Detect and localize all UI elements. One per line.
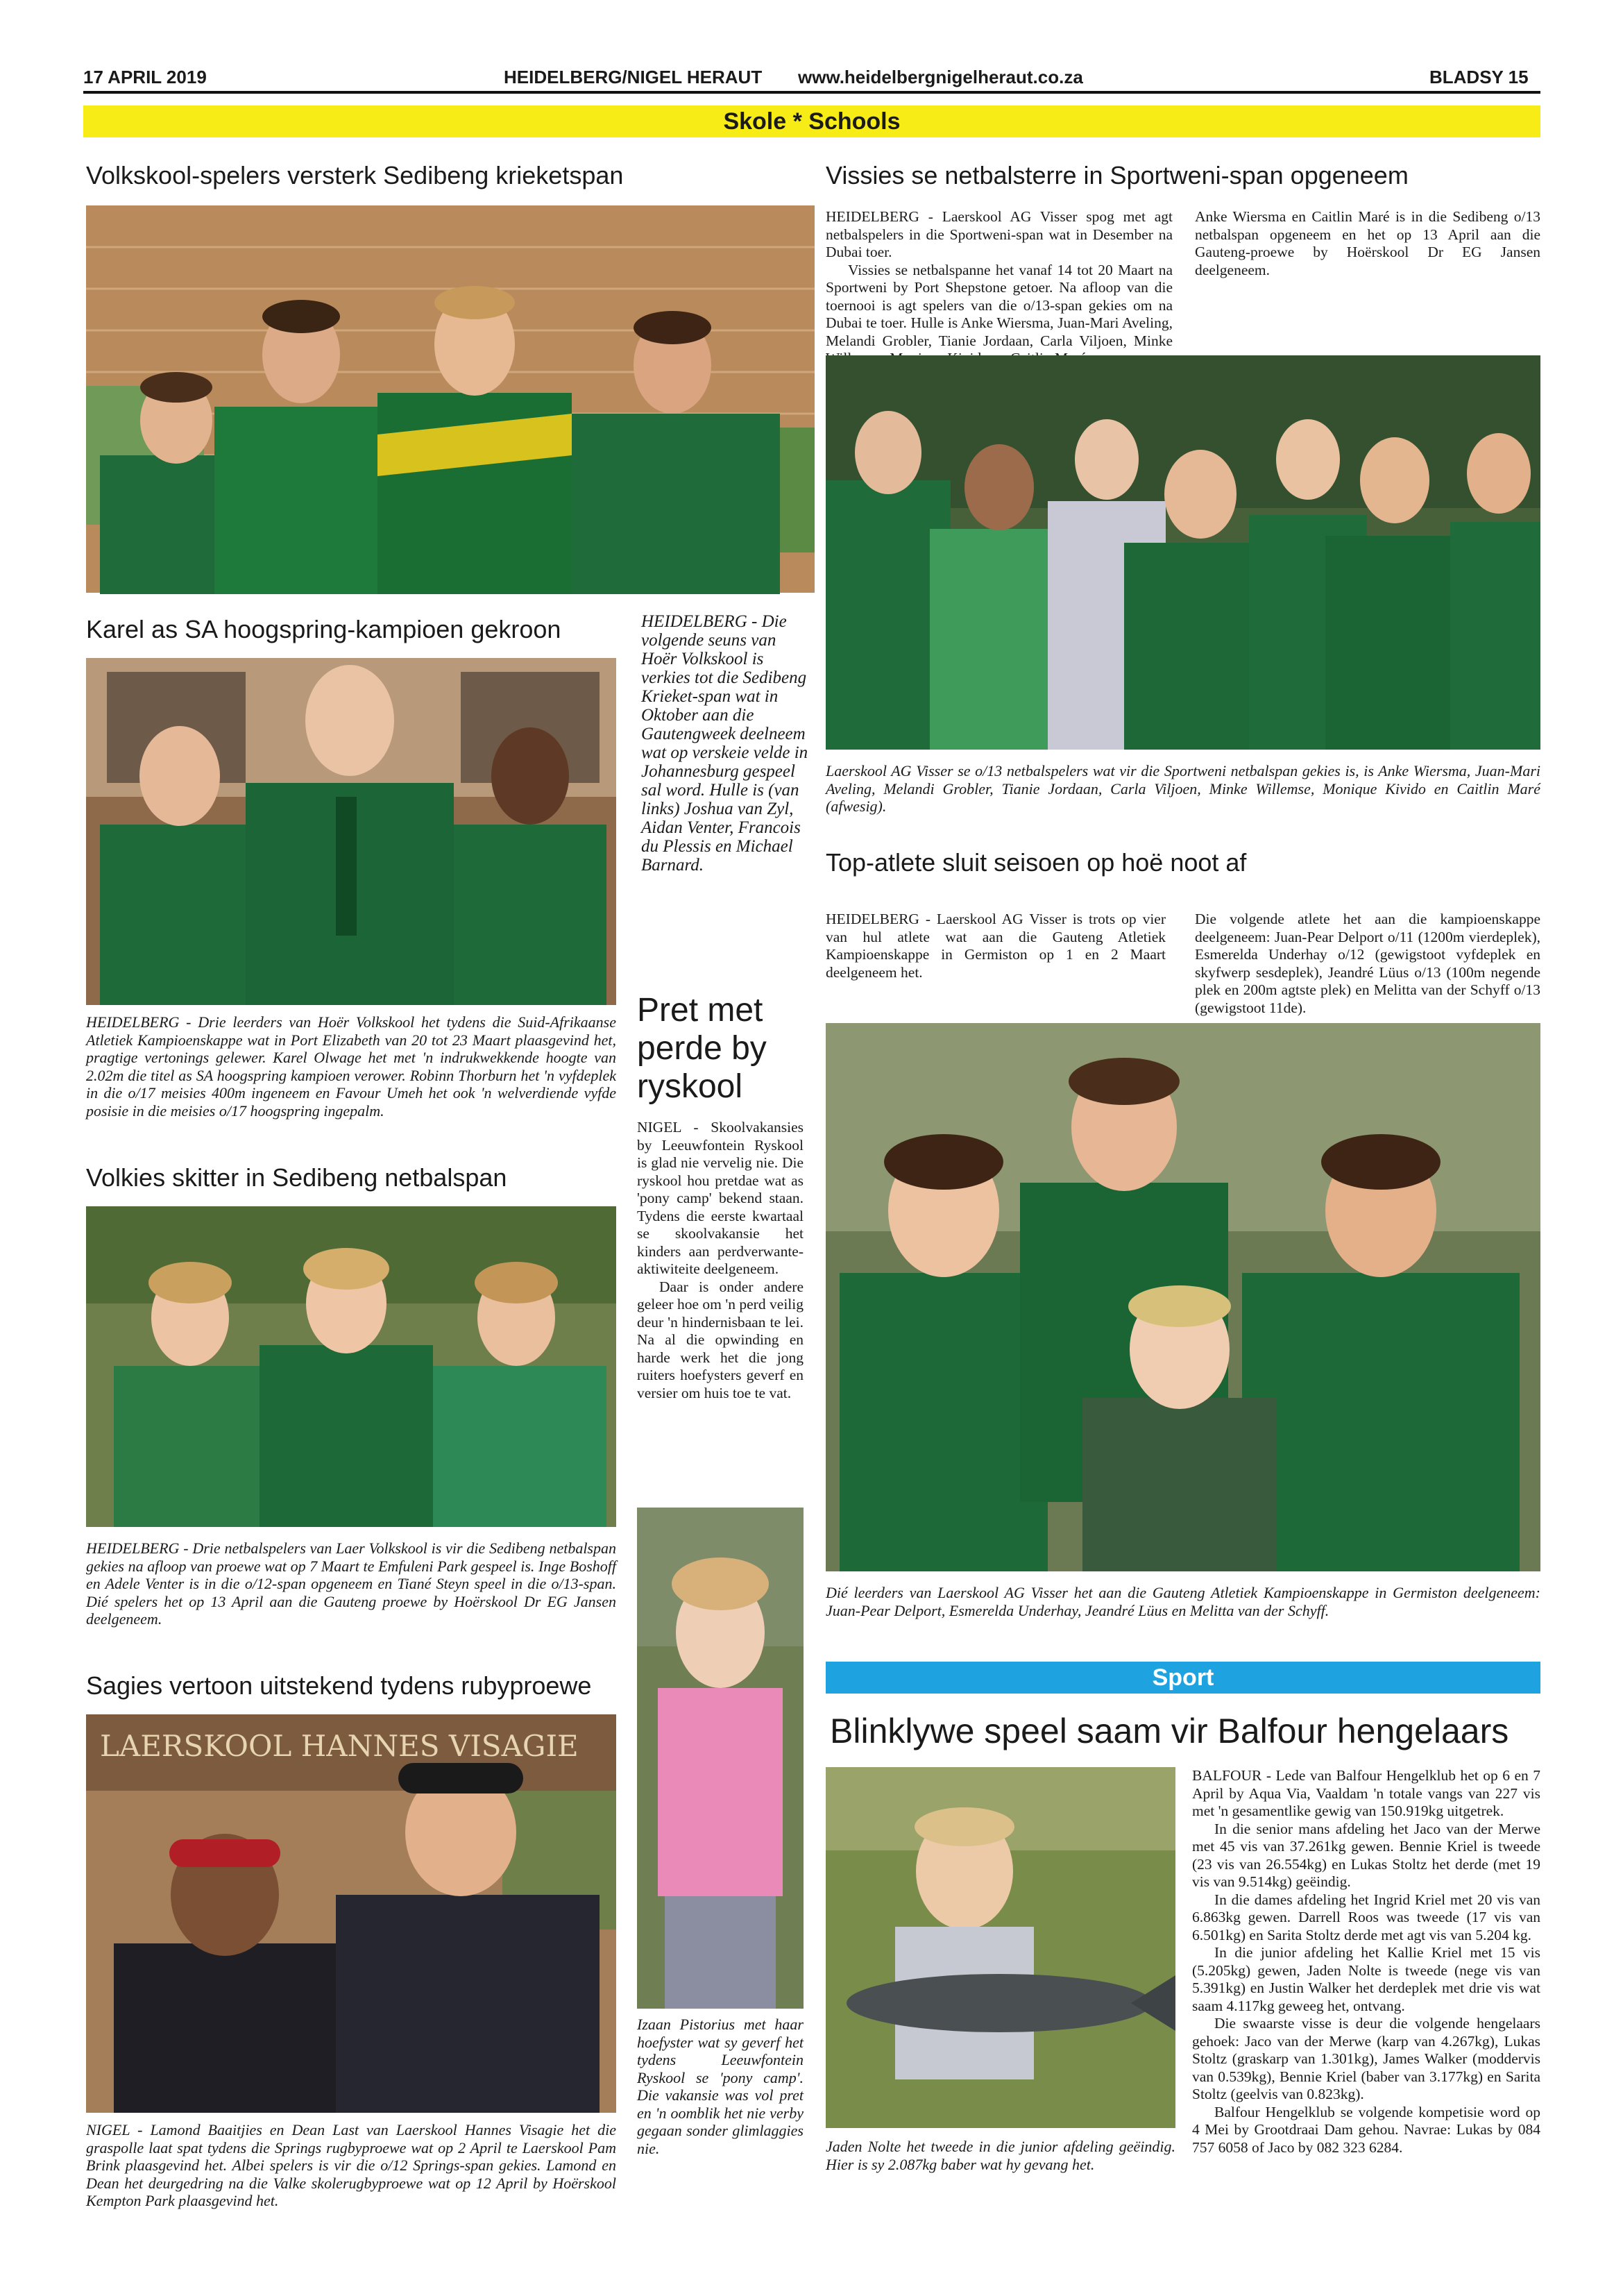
horses-para-1: NIGEL - Skoolvakansies by Leeuwfontein Ryskool is glad nie vervelig nie. Die ryskool hou pretdae wat as 'pony camp' bekend staan. Tydens die eerste kwartaal se skoolvakansie het kinders aan perdverwante-aktiwiteite deelgeneem.	[637, 1119, 804, 1277]
fishing-caption: Jaden Nolte het tweede in die junior afdeling geëindig. Hier is sy 2.087kg baber wat hy gevang het.	[826, 2138, 1175, 2173]
horses-para-2: Daar is onder andere geleer hoe om 'n perd veilig deur 'n hindernisbaan te lei. Na al die opwinding en harde werk het die jong ruiters hoefysters geverf en versier om huis toe te vat.	[637, 1278, 804, 1401]
cricket-caption: HEIDELBERG - Die volgende seuns van Hoër Volkskool is verkies tot die Sedibeng Krieket-span wat in Oktober aan die Gautengweek deelneem wat op verskeie velde in Johannesburg gespeel sal word. Hulle is (van links) Joshua van Zyl, Aidan Venter, Francois du Plessis en Michael Barnard.	[641, 612, 808, 875]
paper-website: www.heidelbergnigelheraut.co.za	[798, 67, 1083, 87]
sport-section-bar: Sport	[826, 1662, 1540, 1694]
fishing-body	[1192, 1767, 1540, 2156]
paper-name: HEIDELBERG/NIGEL HERAUT	[504, 67, 763, 87]
fishing-headline: Blinklywe speel saam vir Balfour hengelaars	[830, 1712, 1509, 1750]
highjump-headline: Karel as SA hoogspring-kampioen gekroon	[86, 615, 561, 643]
fishing-para-6: Balfour Hengelklub se volgende kompetisie word op 4 Mei by Grootdraai Dam gehou. Navrae: Lukas by 084 757 6058 of Jaco by 082 323 6284.	[1192, 2103, 1540, 2156]
cricket-headline: Volkskool-spelers versterk Sedibeng krieketspan	[86, 161, 624, 189]
sportweni-body-col2	[1195, 208, 1540, 279]
sportweni-para-3: Anke Wiersma en Caitlin Maré is in die Sedibeng o/13 netbalspan opgeneem en het op 13 April aan die Gauteng-proewe by Hoërskool Dr EG Jansen deelgeneem.	[1195, 208, 1540, 278]
athletes-caption: Dié leerders van Laerskool AG Visser het aan die Gauteng Atletiek Kampioenskappe in Germiston deelgeneem: Juan-Pear Delport, Esmerelda Underhay, Jeandré Lüus en Melitta van der Schyff.	[826, 1584, 1540, 1619]
sportweni-para-1: HEIDELBERG - Laerskool AG Visser spog met agt netbalspelers in die Sportweni-span wat in Desember na Dubai toer.	[826, 208, 1173, 260]
horses-body	[637, 1119, 804, 1402]
cricket-team-photo	[86, 205, 815, 593]
sportweni-caption: Laerskool AG Visser se o/13 netbalspelers wat vir die Sportweni netbalspan gekies is, is Anke Wiersma, Juan-Mari Aveling, Melandi Grobler, Tianie Jordaan, Carla Viljoen, Minke Willemse, Monique Kivido en Caitlin Maré (afwesig).	[826, 762, 1540, 815]
athletes-body-col2	[1195, 911, 1540, 1017]
fishing-para-5: Die swaarste visse is deur die volgende hengelaars gehoek: Jaco van der Merwe (karp van 4.267kg), Lukas Stoltz (graskarp van 1.301kg), James Walker (moddervis van 0.539kg), Bennie Kriel (baber van 3.177kg) en Sarita Stoltz (geelvis van 0.823kg).	[1192, 2015, 1540, 2102]
highjump-photo	[86, 658, 616, 1005]
fishing-para-3: In die dames afdeling het Ingrid Kriel met 20 vis van 6.863kg gewen. Darrell Roos was tweede (17 vis van 6.501kg) en Sarita Stoltz derde met agt vis van 5.204 kg.	[1192, 1891, 1540, 1943]
athletes-para-2: Die volgende atlete het aan die kampioenskappe deelgeneem: Juan-Pear Delport o/11 (1200m vierdeplek), Esmerelda Underhay o/12 (gewigstoot vyfdeplek en skyfwerp sesdeplek), Jeandré Lüus o/13 (100m negende plek en 200m agtste plek) en Melitta van der Schyff o/13 (gewigstoot 11de).	[1195, 911, 1540, 1016]
page-number: BLADSY 15	[1429, 67, 1529, 87]
rugby-headline: Sagies vertoon uitstekend tydens rubyproewe	[86, 1671, 592, 1700]
volkies-netball-photo	[86, 1206, 616, 1527]
athletes-body-col1	[826, 911, 1166, 981]
fishing-para-2: In die senior mans afdeling het Jaco van der Merwe met 45 vis van 37.261kg gewen. Bennie Kriel is tweede (23 vis van 26.554kg) en Lukas Stoltz het derde (met 19 vis van 9.514kg) geëindig.	[1192, 1820, 1540, 1890]
athletes-para-1: HEIDELBERG - Laerskool AG Visser is trots op vier van hul atlete wat aan die Gauteng Atletiek Kampioenskappe in Germiston op 1 en 2 Maart deelgeneem het.	[826, 911, 1166, 981]
athletes-photo	[826, 1023, 1540, 1571]
horses-photo	[637, 1508, 804, 2009]
sportweni-body-col1	[826, 208, 1173, 350]
rugby-photo	[86, 1714, 616, 2113]
masthead-rule	[83, 91, 1540, 94]
horses-headline: Pret met perde by ryskool	[637, 992, 767, 1106]
sportweni-para-2: Vissies se netbalspanne het vanaf 14 tot 20 Maart na Sportweni by Port Shepstone getoer. Na afloop van die toernooi is agt spelers van die o/13-span gekies om na Dubai te toer. Hulle is Anke Wiersma, Juan-Mari Aveling, Melandi Grobler, Tianie Jordaan, Carla Viljoen, Minke	[826, 261, 1173, 349]
sportweni-netball-photo	[826, 355, 1540, 750]
horses-caption: Izaan Pistorius met haar hoefyster wat sy geverf het tydens Leeuwfontein Ryskool se 'pony camp'. Die vakansie was vol pret en 'n oomblik het nie verby gegaan sonder glimlaggies nie.	[637, 2016, 804, 2157]
volkies-headline: Volkies skitter in Sedibeng netbalspan	[86, 1163, 507, 1192]
issue-date: 17 APRIL 2019	[83, 67, 207, 87]
fishing-para-1: BALFOUR - Lede van Balfour Hengelklub het op 6 en 7 April by Aqua Via, Vaaldam 'n totale vangs van 227 vis met 'n gesamentlike gewig van 150.919kg uitgetrek.	[1192, 1767, 1540, 1819]
rugby-photo-sign: LAERSKOOL HANNES VISAGIE	[100, 1729, 579, 1763]
athletes-headline: Top-atlete sluit seisoen op hoë noot af	[826, 848, 1247, 877]
fishing-para-4: In die junior afdeling het Kallie Kriel met 15 vis (5.205kg) gewen, Jaden Nolte is tweede (nege vis van 5.391kg) en Justin Walker het derdeplek met drie vis wat saam 4.117kg geweeg het, ontvang.	[1192, 1944, 1540, 2014]
section-band: Skole * Schools	[83, 105, 1540, 137]
sportweni-headline: Vissies se netbalsterre in Sportweni-span opgeneem	[826, 161, 1409, 189]
rugby-caption: NIGEL - Lamond Baaitjies en Dean Last van Laerskool Hannes Visagie het die graspolle laat spat tydens die Springs rugbyproewe wat op 2 April te Laerskool Pam Brink plaasgevind het. Albei spelers is vir die o/12 Springs-span gekies. Lamond en Dean het deurgedring na die Valke skolerugbyproewe wat op 12 April by Hoërskool Kempton Park plaasgevind het.	[86, 2121, 616, 2209]
volkies-caption: HEIDELBERG - Drie netbalspelers van Laer Volkskool is vir die Sedibeng netbalspan gekies na afloop van proewe wat op 7 Maart te Emfuleni Park gespeel is. Inge Boshoff en Adele Venter is in die o/12-span opgeneem en Tiané Steyn speel in die o/13-span. Dié spelers het op 13 April aan die Gauteng proewe by Hoërskool Dr EG Jansen deelgeneem.	[86, 1539, 616, 1628]
highjump-caption: HEIDELBERG - Drie leerders van Hoër Volkskool het tydens die Suid-Afrikaanse Atletiek Kampioenskappe wat in Port Elizabeth van 20 tot 23 Maart plaasgevind het, pragtige vertonings gelewer. Karel Olwage het met 'n indrukwekkende hoogte van 2.02m die titel as SA hoogspring kampioen verower. Robinn Thorburn het 'n vyfdeplek in die o/17 meisies 400m ingeneem en Favour Umeh het ook 'n welverdiende vyfde posisie in die meisies o/17 hoogspring ingepalm.	[86, 1013, 616, 1120]
fishing-photo	[826, 1767, 1175, 2128]
